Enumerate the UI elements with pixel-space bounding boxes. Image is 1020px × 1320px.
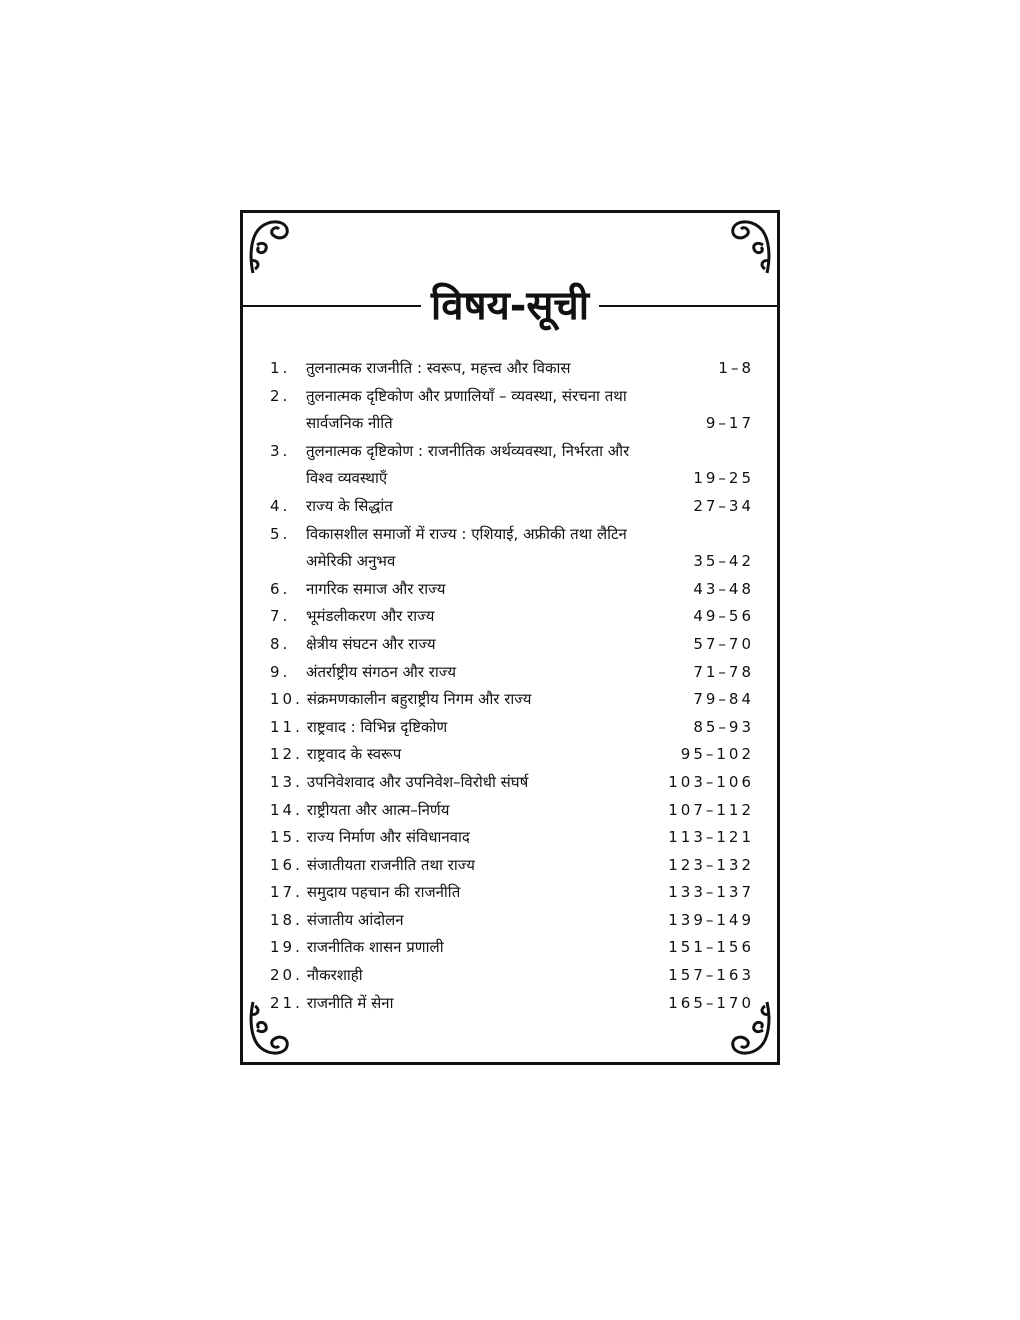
entry-title: अंतर्राष्ट्रीय संगठन और राज्य [306, 662, 457, 681]
contents-entry [270, 521, 751, 549]
entry-pages: 27–34 [693, 496, 754, 515]
contents-entry [270, 355, 754, 383]
entry-number: 10. [270, 690, 303, 709]
contents-entry [270, 879, 754, 907]
contents-entry [270, 410, 754, 438]
entry-pages: 123–132 [668, 855, 754, 874]
entry-number: 18. [270, 910, 303, 929]
entry-pages: 71–78 [693, 662, 754, 681]
entry-number: 7. [270, 607, 291, 626]
entry-pages: 139–149 [668, 910, 754, 929]
entry-title: राजनीति में सेना [306, 993, 394, 1012]
entry-number: 13. [270, 772, 303, 791]
entry-pages: 57–70 [693, 634, 754, 653]
entry-number: 21. [270, 993, 303, 1012]
contents-entry [270, 659, 754, 687]
entry-title: क्षेत्रीय संघटन और राज्य [306, 634, 436, 653]
entry-title: तुलनात्मक राजनीति : स्वरूप, महत्त्व और विकास [306, 359, 571, 377]
entry-number: 4. [270, 496, 291, 515]
entry-number [270, 410, 306, 438]
entry-number: 8. [270, 634, 291, 653]
contents-entry [270, 797, 754, 825]
entry-number: 12. [270, 745, 303, 764]
entry-pages: 19–25 [693, 469, 754, 488]
entry-title: राजनीतिक शासन प्रणाली [306, 938, 444, 957]
entry-pages: 1–8 [718, 359, 754, 377]
entry-pages: 85–93 [693, 717, 754, 736]
entry-pages: 107–112 [668, 800, 754, 819]
entry-title: राष्ट्रीयता और आत्म–निर्णय [306, 800, 450, 819]
contents-entry [270, 465, 754, 493]
page-title: विषय-सूची [430, 283, 590, 329]
entry-pages: 151–156 [668, 938, 754, 957]
entry-pages: 43–48 [693, 579, 754, 598]
contents-entry [270, 548, 754, 576]
title-rule-left [243, 305, 421, 307]
entry-title: राज्य निर्माण और संविधानवाद [306, 828, 470, 847]
entry-pages: 165–170 [668, 993, 754, 1012]
entry-number: 1. [270, 359, 291, 377]
entry-number: 20. [270, 966, 303, 985]
entry-title: संजातीयता राजनीति तथा राज्य [306, 855, 476, 874]
entry-pages: 79–84 [693, 690, 754, 709]
entry-title: राष्ट्रवाद : विभिन्न दृष्टिकोण [306, 717, 448, 736]
entry-pages: 103–106 [668, 772, 754, 791]
contents-entry [270, 769, 754, 797]
entry-pages: 157–163 [668, 966, 754, 985]
entry-number: 11. [270, 717, 303, 736]
contents-entry [270, 383, 751, 411]
entry-title: उपनिवेशवाद और उपनिवेश–विरोधी संघर्ष [306, 772, 529, 791]
contents-entry [270, 631, 754, 659]
entry-number: 16. [270, 855, 303, 874]
entry-pages: 35–42 [693, 552, 754, 571]
entry-title: तुलनात्मक दृष्टिकोण और प्रणालियाँ – व्यवस्था, संरचना तथा [306, 386, 627, 405]
contents-entry [270, 686, 754, 714]
contents-frame [240, 210, 780, 1065]
entry-pages: 49–56 [693, 607, 754, 626]
entry-pages: 9–17 [705, 414, 754, 433]
entry-title: विश्व व्यवस्थाएँ [306, 469, 388, 488]
contents-entry [270, 714, 754, 742]
entry-number: 17. [270, 883, 303, 902]
contents-entry [270, 907, 754, 935]
entry-number [270, 465, 306, 493]
entry-title: भूमंडलीकरण और राज्य [306, 607, 435, 626]
entry-title: नागरिक समाज और राज्य [306, 579, 446, 598]
entry-number: 6. [270, 579, 291, 598]
contents-entry [270, 741, 754, 769]
entry-title: सार्वजनिक नीति [306, 414, 393, 433]
entry-title: राष्ट्रवाद के स्वरूप [306, 745, 402, 764]
contents-entry [270, 934, 754, 962]
corner-ornament-icon [247, 215, 291, 275]
contents-list [270, 355, 754, 1017]
entry-pages: 133–137 [668, 883, 754, 902]
entry-number: 5. [270, 524, 291, 543]
entry-number: 19. [270, 938, 303, 957]
contents-entry [270, 576, 754, 604]
entry-title: तुलनात्मक दृष्टिकोण : राजनीतिक अर्थव्यवस्था, निर्भरता और [306, 441, 630, 460]
entry-title: राज्य के सिद्धांत [306, 496, 393, 515]
contents-entry [270, 990, 754, 1018]
entry-title: नौकरशाही [306, 966, 363, 985]
contents-entry [270, 962, 754, 990]
entry-pages: 95–102 [680, 745, 754, 764]
entry-number: 14. [270, 800, 303, 819]
entry-number [270, 548, 306, 576]
title-bar [243, 281, 777, 331]
entry-number: 2. [270, 386, 291, 405]
entry-title: संक्रमणकालीन बहुराष्ट्रीय निगम और राज्य [306, 690, 532, 709]
entry-number: 9. [270, 662, 291, 681]
contents-entry [270, 603, 754, 631]
contents-entry [270, 824, 754, 852]
contents-entry [270, 438, 751, 466]
entry-number: 15. [270, 828, 303, 847]
entry-title: समुदाय पहचान की राजनीति [306, 883, 461, 902]
entry-title: संजातीय आंदोलन [306, 910, 404, 929]
entry-pages: 113–121 [668, 828, 754, 847]
corner-ornament-icon [729, 215, 773, 275]
contents-entry [270, 852, 754, 880]
entry-number: 3. [270, 441, 291, 460]
entry-title: अमेरिकी अनुभव [306, 552, 396, 571]
contents-entry [270, 493, 754, 521]
entry-title: विकासशील समाजों में राज्य : एशियाई, अफ्रीकी तथा लैटिन [306, 524, 627, 543]
title-rule-right [599, 305, 777, 307]
